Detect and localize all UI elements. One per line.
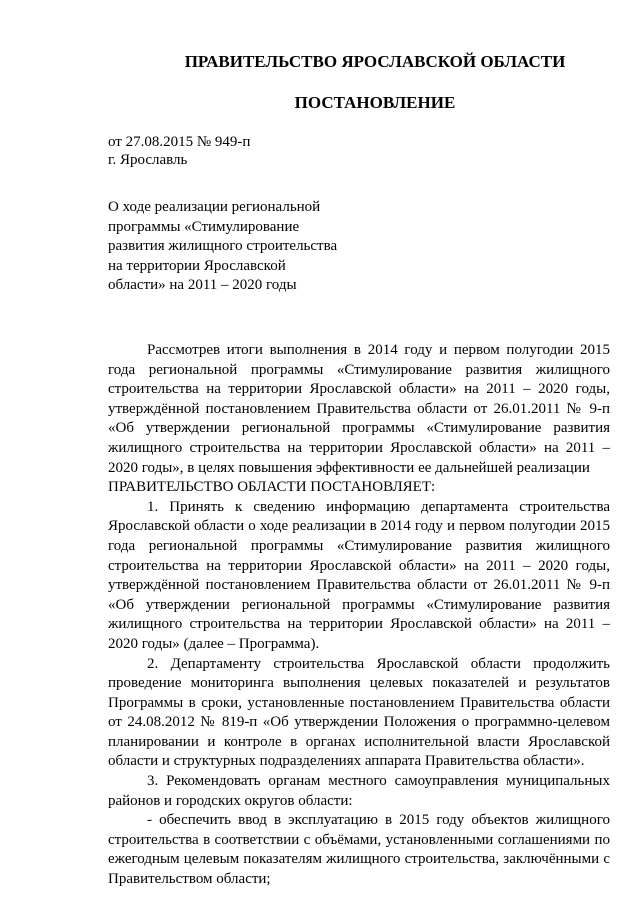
decree-line: ПРАВИТЕЛЬСТВО ОБЛАСТИ ПОСТАНОВЛЯЕТ: [108,479,436,496]
document-type-title: ПОСТАНОВЛЕНИЕ [294,93,456,112]
item-3-subitem-1: - обеспечить ввод в эксплуатацию в 2015 году объектов жилищного строительства в соответствии с объёмами, установленными соглашениями по ежегодным целевым показателям жилищного строительства, заключёнными с Правительством области; [108,812,610,888]
government-title: ПРАВИТЕЛЬСТВО ЯРОСЛАВСКОЙ ОБЛАСТИ [184,52,566,71]
item-1-paragraph: 1. Принять к сведению информацию департамента строительства Ярославской области о ходе реализации в 2014 году и первом полугодии 2015 года региональной программы «Стимулирование развития жилищного строительства на территории Ярославской области» на 2011 – 2020 годы, утверждённой постановлением Правительства области от 26.01.2011 № 9-п «Об утверждении региональной программы «Стимулирование развития жилищного строительства на территории Ярославской области» на 2011 – 2020 годы» (далее – Программа). [108,498,610,652]
date-number: от 27.08.2015 № 949-п [108,134,251,150]
document-subject: О ходе реализации региональной программы «Стимулирование развития жилищного строительства на территории Ярославской области» на 2011 – 2020 годы [108,199,338,294]
city: г. Ярославль [108,152,188,168]
preamble-paragraph: Рассмотрев итоги выполнения в 2014 году и первом полугодии 2015 года региональной программы «Стимулирование развития жилищного строительства на территории Ярославской области» на 2011 – 2020 годы, утверждённой постановлением Правительства области от 26.01.2011 № 9-п «Об утверждении региональной программы «Стимулирование развития жилищного строительства на территории Ярославской области» на 2011 – 2020 годы», в целях повышения эффективности ее дальнейшей реализации [108,342,610,476]
item-3-paragraph: 3. Рекомендовать органам местного самоуправления муниципальных районов и городских округов области: [108,773,610,809]
item-2-paragraph: 2. Департаменту строительства Ярославской области продолжить проведение мониторинга выполнения целевых показателей и результатов Программы в сроки, установленные постановлением Правительства области от 24.08.2012 № 819-п «Об утверждении Положения о программно-целевом планировании и контроле в органах исполнительной власти Ярославской области и структурных подразделениях аппарата Правительства области». [108,655,610,770]
document-body [108,341,610,890]
